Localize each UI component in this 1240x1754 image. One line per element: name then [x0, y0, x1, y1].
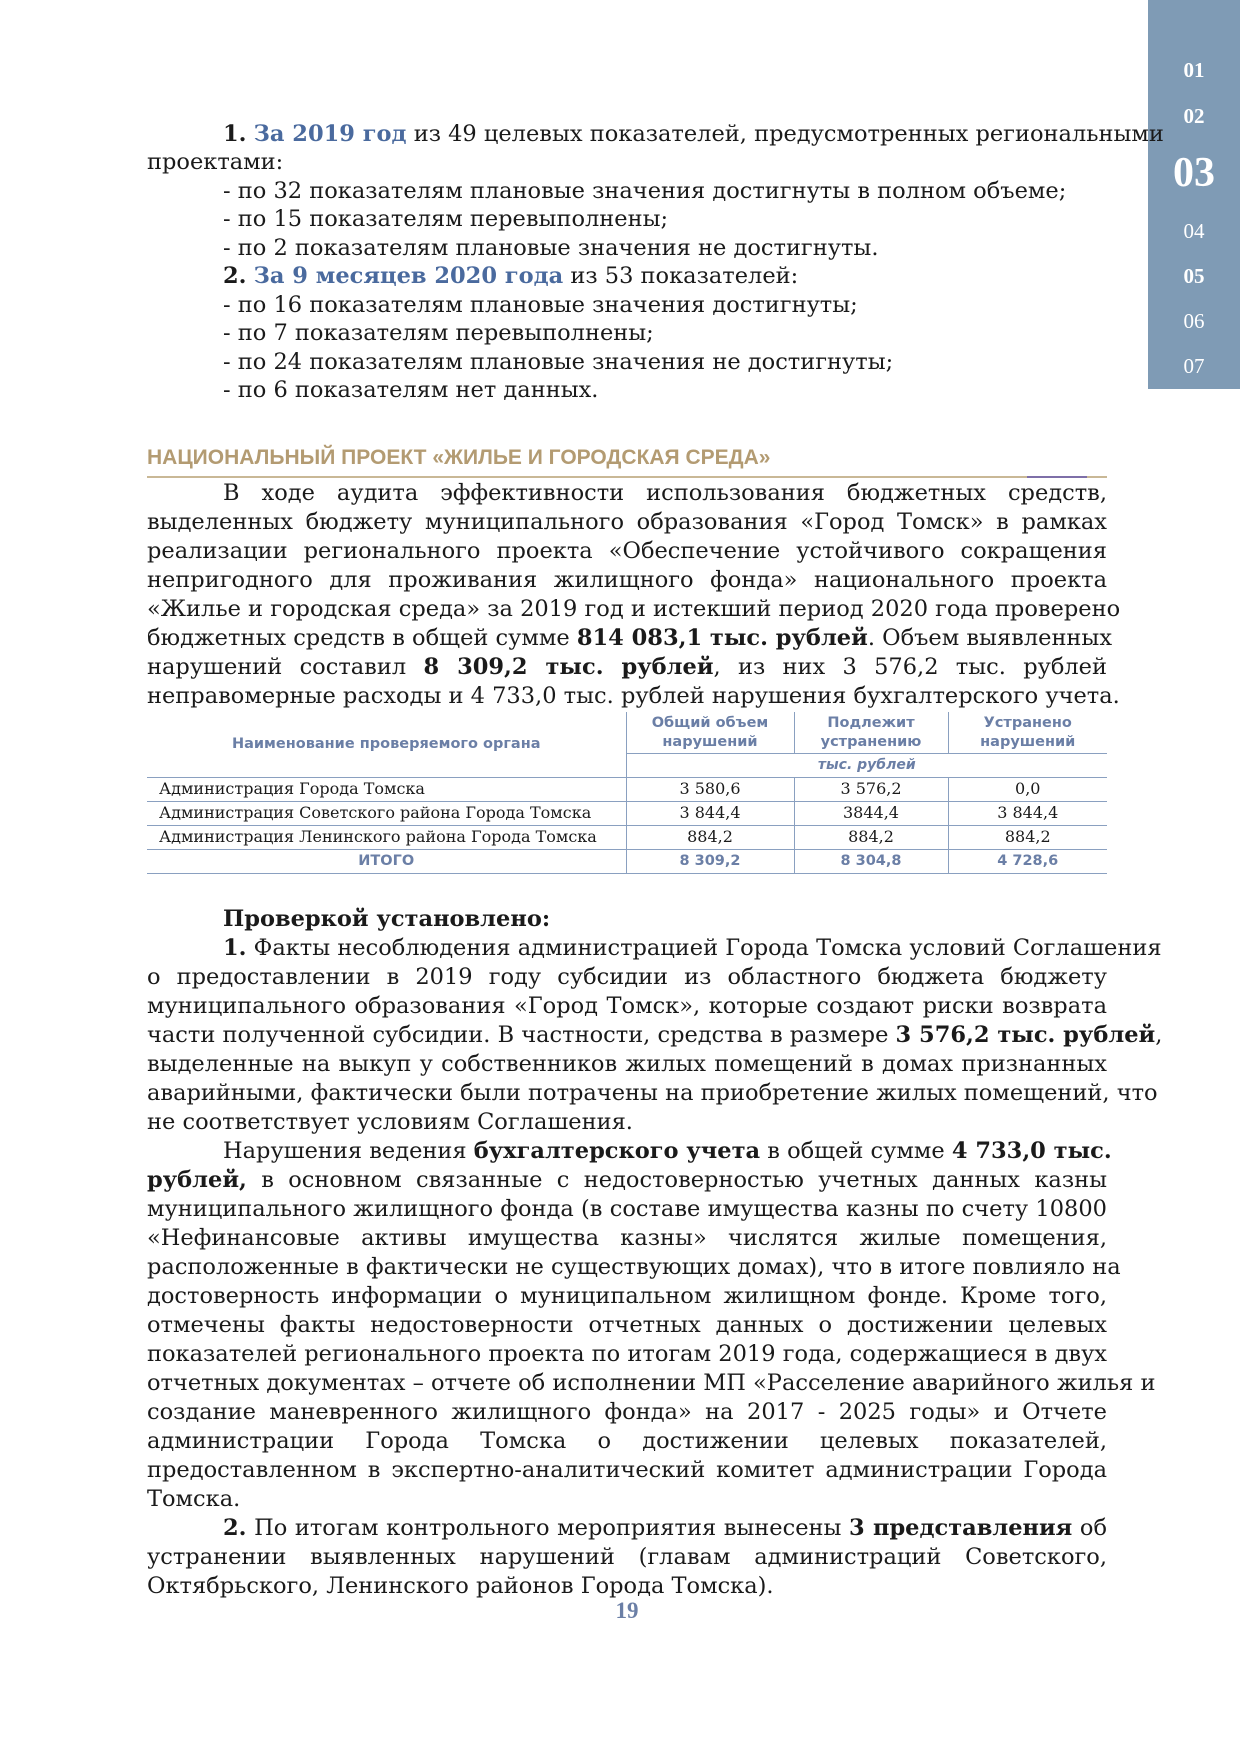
chapter-link-06[interactable]: 06	[1183, 309, 1205, 333]
amount: 4 733,0 тыс.	[951, 1138, 1112, 1164]
finding-line: устранении выявленных нарушений (главам администраций Советского,	[147, 1544, 1107, 1570]
text: ,	[1155, 1022, 1163, 1048]
text: из 49 целевых показателей, предусмотренных региональными	[406, 121, 1164, 147]
header-line: Подлежит	[827, 714, 915, 731]
finding-line: аварийными, фактически были потрачены на приобретение жилых помещений, что	[147, 1080, 1158, 1106]
header-total	[626, 712, 794, 754]
chapter-link-05[interactable]: 05	[1183, 264, 1205, 288]
audit-line	[147, 624, 1113, 652]
header-line: нарушений	[980, 733, 1076, 750]
header-line: нарушений	[662, 733, 758, 750]
finding-line: отмечены факты недостоверности отчетных данных о достижении целевых	[147, 1312, 1107, 1338]
text: в общей сумме	[760, 1138, 952, 1164]
cell-total: 3 580,6	[626, 778, 794, 802]
finding-line	[147, 1514, 1107, 1542]
amount-violations: 8 309,2 тыс. рублей	[423, 654, 714, 680]
cell-total: 8 309,2	[626, 850, 794, 874]
item-number: 1.	[223, 121, 247, 147]
findings-heading	[147, 905, 1107, 933]
emphasis: 3 представления	[849, 1515, 1073, 1541]
text: в основном связанные с недостоверностью учетных данных казны	[246, 1167, 1107, 1193]
chapter-link-01[interactable]: 01	[1183, 58, 1205, 82]
finding-line: достоверность информации о муниципальном жилищном фонде. Кроме того,	[147, 1283, 1107, 1309]
list-item: - по 2 показателям плановые значения не достигнуты.	[223, 235, 879, 261]
audit-line: реализации регионального проекта «Обеспечение устойчивого сокращения	[147, 538, 1107, 564]
intro-paragraph-1	[147, 120, 1164, 148]
intro-paragraph-2	[147, 262, 1107, 290]
violations-table	[147, 712, 1107, 874]
finding-line	[147, 1021, 1163, 1049]
cell-fixed: 884,2	[948, 826, 1107, 850]
heading-text: Проверкой установлено:	[223, 906, 551, 932]
list-item: - по 32 показателям плановые значения достигнуты в полном объеме;	[223, 178, 1067, 204]
item-number: 2.	[223, 1515, 247, 1541]
finding-line: отчетных документах – отчете об исполнении МП «Расселение аварийного жилья и	[147, 1370, 1156, 1396]
finding-line	[147, 934, 1162, 962]
header-fixed	[948, 712, 1107, 754]
finding-line	[147, 1137, 1112, 1165]
organ-name: Администрация Города Томска	[147, 778, 626, 802]
amount-checked: 814 083,1 тыс. рублей	[576, 625, 868, 651]
header-line: Общий объем	[651, 714, 769, 731]
audit-line: выделенных бюджету муниципального образования «Город Томск» в рамках	[147, 509, 1107, 535]
finding-line: не соответствует условиям Соглашения.	[147, 1109, 633, 1135]
text: , из них 3 576,2 тыс. рублей	[713, 654, 1107, 680]
finding-line: создание маневренного жилищного фонда» на 2017 - 2025 годы» и Отчете	[147, 1399, 1107, 1425]
emphasis: бухгалтерского учета	[473, 1138, 761, 1164]
section-title-text: НАЦИОНАЛЬНЫЙ ПРОЕКТ «ЖИЛЬЕ И ГОРОДСКАЯ СРЕДА»	[147, 446, 771, 469]
list-item: - по 7 показателям перевыполнены;	[223, 320, 654, 346]
organ-name: Администрация Ленинского района Города Томска	[147, 826, 626, 850]
intro-paragraph-1-cont: проектами:	[147, 149, 284, 175]
table-row	[147, 778, 1107, 802]
table-total-row	[147, 850, 1107, 874]
organ-name: Администрация Советского района Города Томска	[147, 802, 626, 826]
finding-line: муниципального жилищного фонда (в составе имущества казны по счету 10800	[147, 1196, 1107, 1222]
list-item: - по 15 показателям перевыполнены;	[223, 206, 669, 232]
highlight-period: За 9 месяцев 2020 года	[253, 263, 564, 289]
finding-line: муниципального образования «Город Томск», которые создают риски возврата	[147, 993, 1107, 1019]
chapter-link-07[interactable]: 07	[1183, 354, 1205, 378]
audit-line	[147, 653, 1107, 681]
finding-line: Томска.	[147, 1486, 241, 1512]
amount: рублей,	[147, 1167, 247, 1193]
unit-label: тыс. рублей	[626, 754, 1107, 778]
audit-line: неправомерные расходы и 4 733,0 тыс. рублей нарушения бухгалтерского учета.	[147, 683, 1120, 709]
finding-line: Октябрьского, Ленинского районов Города Томска).	[147, 1573, 774, 1599]
cell-fixed: 3 844,4	[948, 802, 1107, 826]
table-header-row	[147, 712, 1107, 754]
cell-total: 3 844,4	[626, 802, 794, 826]
list-item: - по 6 показателям нет данных.	[223, 377, 599, 403]
header-to-fix	[794, 712, 948, 754]
table-row	[147, 826, 1107, 850]
text: бюджетных средств в общей сумме	[147, 625, 577, 651]
chapter-link-02[interactable]: 02	[1183, 104, 1205, 128]
finding-line: «Нефинансовые активы имущества казны» числятся жилые помещения,	[147, 1225, 1107, 1251]
cell-fixed: 4 728,6	[948, 850, 1107, 874]
page-number: 19	[615, 1598, 639, 1623]
title-accent-line	[1027, 476, 1087, 478]
audit-line: непригодного для проживания жилищного фонда» национального проекта	[147, 567, 1107, 593]
header-line: Устранено	[983, 714, 1072, 731]
finding-line	[147, 1166, 1107, 1194]
text: . Объем выявленных	[867, 625, 1113, 651]
finding-line: расположенные в фактически не существующих домах), что в итоге повлияло на	[147, 1254, 1121, 1280]
audit-line: «Жилье и городская среда» за 2019 год и истекший период 2020 года проверено	[147, 596, 1121, 622]
cell-total: 884,2	[626, 826, 794, 850]
text: нарушений составил	[147, 654, 424, 680]
finding-line: предоставленном в экспертно-аналитический комитет администрации Города	[147, 1457, 1107, 1483]
list-item: - по 24 показателям плановые значения не достигнуты;	[223, 349, 894, 375]
total-label: ИТОГО	[147, 850, 626, 874]
chapter-link-04[interactable]: 04	[1183, 219, 1205, 243]
finding-line: выделенные на выкуп у собственников жилых помещений в домах признанных	[147, 1051, 1107, 1077]
finding-line: администрации Города Томска о достижении целевых показателей,	[147, 1428, 1107, 1454]
text: По итогам контрольного мероприятия вынесены	[246, 1515, 850, 1541]
text: из 53 показателей:	[563, 263, 799, 289]
section-title	[147, 444, 1107, 478]
text: Нарушения ведения	[223, 1138, 474, 1164]
highlight-period: За 2019 год	[253, 121, 407, 147]
cell-to-fix: 8 304,8	[794, 850, 948, 874]
amount: 3 576,2 тыс. рублей	[895, 1022, 1156, 1048]
text: об	[1072, 1515, 1107, 1541]
item-number: 2.	[223, 263, 247, 289]
header-organ-name: Наименование проверяемого органа	[147, 712, 626, 778]
table-row	[147, 802, 1107, 826]
cell-to-fix: 884,2	[794, 826, 948, 850]
cell-fixed: 0,0	[948, 778, 1107, 802]
cell-to-fix: 3 576,2	[794, 778, 948, 802]
item-number: 1.	[223, 935, 247, 961]
header-line: устранению	[820, 733, 922, 750]
text: части полученной субсидии. В частности, средства в размере	[147, 1022, 896, 1048]
finding-line: о предоставлении в 2019 году субсидии из областного бюджета бюджету	[147, 964, 1107, 990]
chapter-navigation	[1148, 0, 1240, 389]
finding-line: показателей регионального проекта по итогам 2019 года, содержащиеся в двух	[147, 1341, 1107, 1367]
list-item: - по 16 показателям плановые значения достигнуты;	[223, 292, 858, 318]
chapter-link-03-current[interactable]: 03	[1173, 150, 1215, 196]
text: Факты несоблюдения администрацией Города Томска условий Соглашения	[246, 935, 1162, 961]
cell-to-fix: 3844,4	[794, 802, 948, 826]
audit-line: В ходе аудита эффективности использования бюджетных средств,	[223, 480, 1107, 506]
